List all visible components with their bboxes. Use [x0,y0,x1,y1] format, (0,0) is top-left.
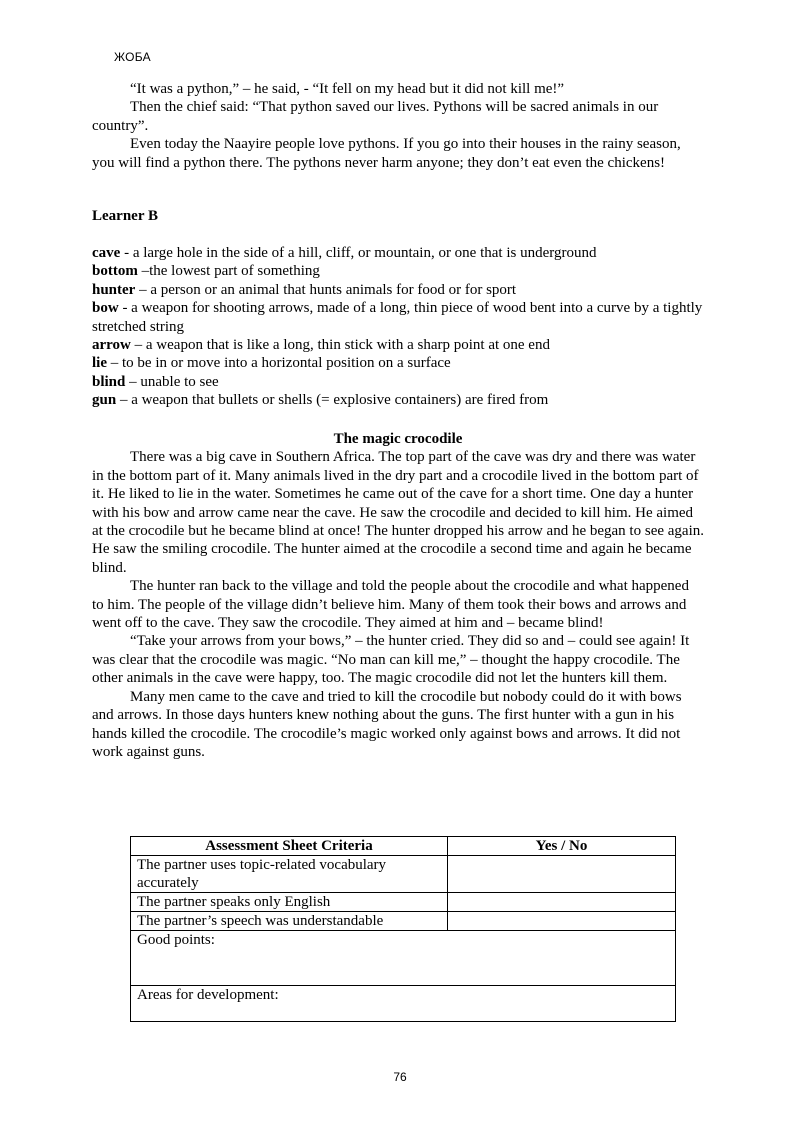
story-title: The magic crocodile [333,431,463,447]
intro-paragraph: “It was a python,” – he said, - “It fell on my head but it did not kill me!” [130,81,565,97]
learner-heading: Learner B [92,208,158,224]
vocabulary-term: gun [92,392,117,409]
criteria-cell: The partner uses topic-related vocabulary accurately [131,856,448,893]
vocabulary-definition: – a weapon that is like a long, thin stick with a sharp point at one end [130,337,550,354]
vocabulary-item [92,391,704,409]
areas-row [131,986,676,1022]
vocabulary-term: cave [92,245,121,261]
criteria-cell: The partner’s speech was understandable [131,912,448,931]
story-paragraph: The hunter ran back to the village and told the people about the crocodile and what happened to him. The people of the village didn’t believe him. Many of them took their bows and arrows and went off to the cave. They saw the crocodile. They aimed at him and – became blind! [92,578,689,632]
vocabulary-item [92,281,704,299]
vocabulary-item [92,354,704,372]
vocabulary-definition: – a weapon that bullets or shells (= explosive containers) are fired from [116,392,549,409]
answer-cell [448,912,676,931]
vocabulary-definition: – a person or an animal that hunts animals for food or for sport [135,281,517,298]
vocabulary-item [92,262,704,280]
vocabulary-term: hunter [92,281,136,298]
intro-paragraph: Then the chief said: “That python saved our lives. Pythons will be sacred animals in our country”. [92,99,659,134]
answer-cell [448,856,676,893]
assessment-header-row [131,837,676,856]
vocabulary-item [92,373,704,391]
table-row [131,893,676,912]
vocabulary-definition: – to be in or move into a horizontal position on a surface [107,355,451,372]
story-section [92,430,704,761]
good-points-row [131,931,676,986]
vocabulary-term: lie [92,355,107,372]
story-paragraph: There was a big cave in Southern Africa. The top part of the cave was dry and there was water in the bottom part of it. Many animals lived in the dry part and a crocodile lived in the bottom part of it. He liked to lie in the water. Sometimes he came out of the cave for a short time. One day a hunter with his bow and arrow came near the cave. He saw the crocodile and decided to kill him. He aimed at the crocodile but he became blind at once! The hunter dropped his arrow and he began to see again. He saw the smiling crocodile. The hunter aimed at the crocodile a second time and again he became blind. [92,449,704,576]
vocabulary-definition: - a weapon for shooting arrows, made of a long, thin piece of wood bent into a curve by a tightly stretched string [92,300,703,335]
vocabulary-item [92,299,704,336]
criteria-cell: The partner speaks only English [131,893,448,912]
areas-for-development-cell: Areas for development: [131,986,676,1022]
vocabulary-definition: – unable to see [125,373,219,390]
assessment-table [130,836,676,1022]
page-header: ЖОБА [114,50,151,64]
vocabulary-item [92,244,704,262]
good-points-cell: Good points: [131,931,676,986]
intro-section [92,80,704,172]
table-row [131,912,676,931]
vocabulary-term: bow [92,300,119,317]
answer-column-header: Yes / No [448,837,676,856]
vocabulary-definition: –the lowest part of something [137,263,320,280]
table-row [131,856,676,893]
answer-cell [448,893,676,912]
story-paragraph: “Take your arrows from your bows,” – the hunter cried. They did so and – could see again! It was clear that the crocodile was magic. “No man can kill me,” – thought the happy crocodile. The other animals in the cave were happy, too. The magic crocodile did not let the hunters kill them. [92,633,690,687]
vocabulary-list [92,244,704,410]
page-number: 76 [393,1070,407,1084]
vocabulary-item [92,336,704,354]
story-paragraph: Many men came to the cave and tried to kill the crocodile but nobody could do it with bows and arrows. In those days hunters knew nothing about the guns. The first hunter with a gun in his hands killed the crocodile. The crocodile’s magic worked only against bows and arrows. It did not work against guns. [92,688,682,760]
vocabulary-term: arrow [92,337,131,354]
vocabulary-definition: - a large hole in the side of a hill, cliff, or mountain, or one that is underground [120,245,597,261]
criteria-column-header: Assessment Sheet Criteria [131,837,448,856]
vocabulary-term: bottom [92,263,138,280]
intro-paragraph: Even today the Naayire people love pythons. If you go into their houses in the rainy season, you will find a python there. The pythons never harm anyone; they don’t eat even the chickens! [92,136,681,171]
vocabulary-term: blind [92,373,126,390]
